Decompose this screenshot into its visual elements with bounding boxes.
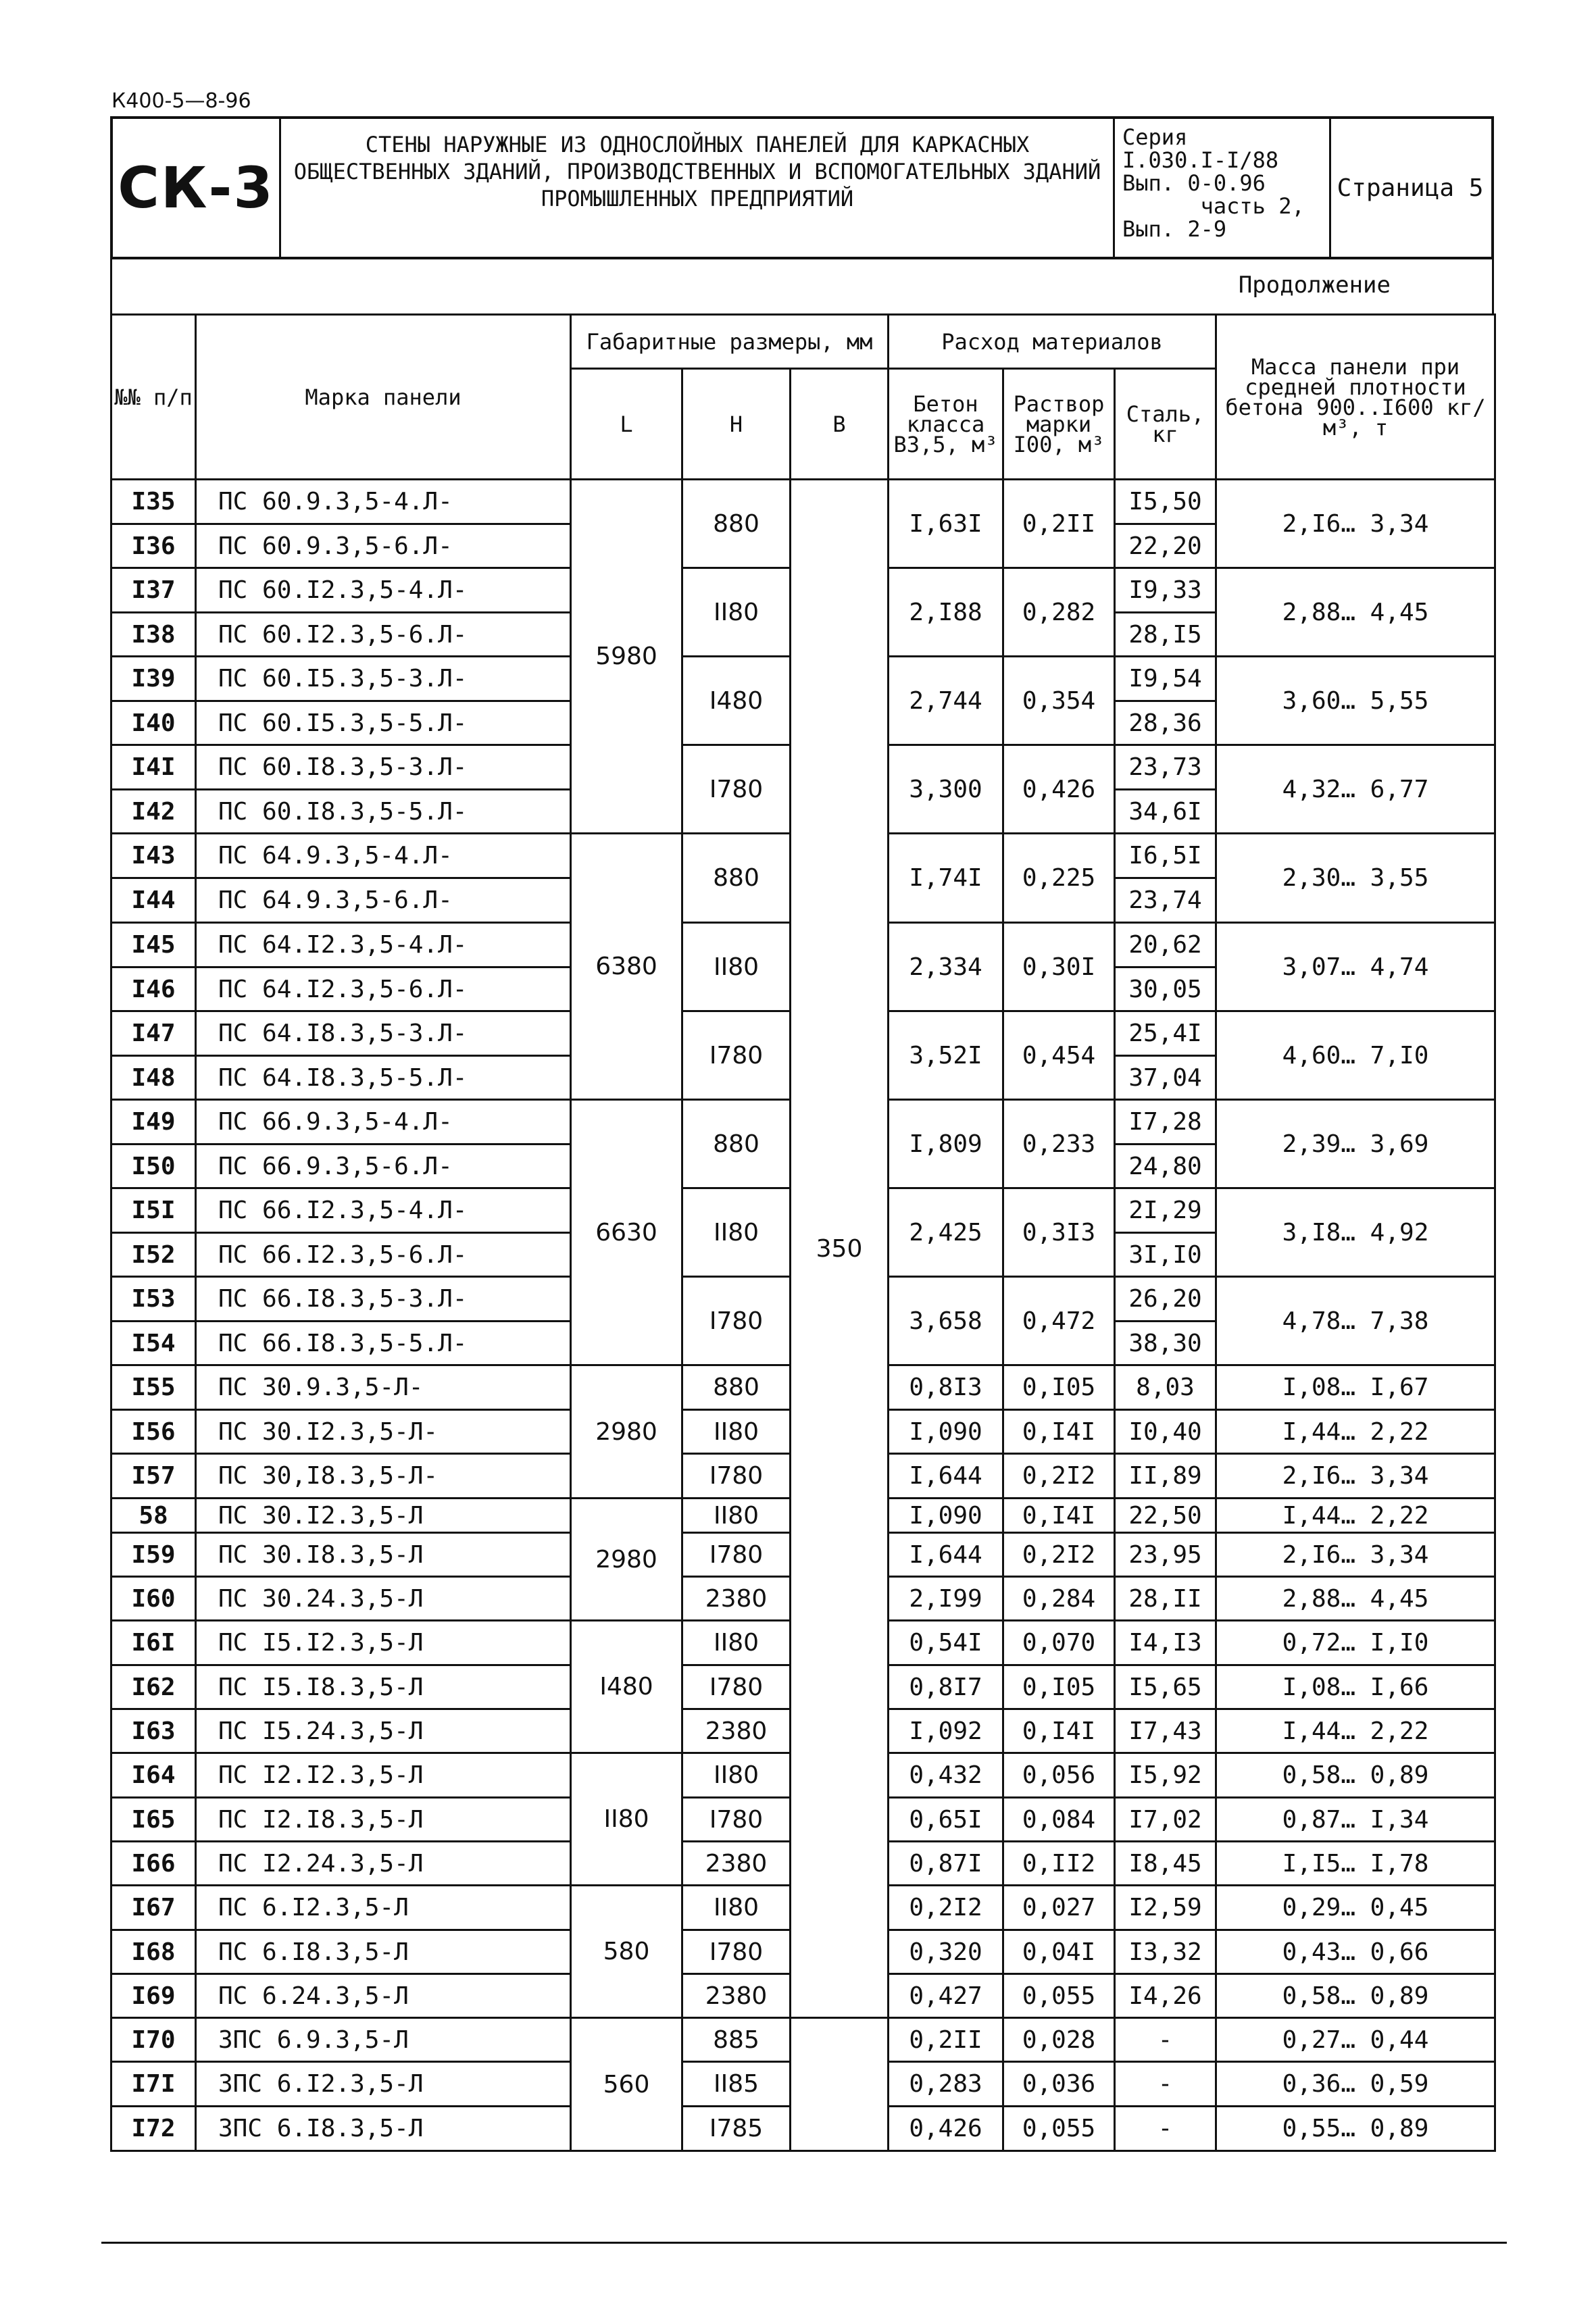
row-number: I68: [111, 1930, 196, 1974]
mortar-volume: 0,II2: [1003, 1842, 1115, 1886]
header-dims: Габаритные размеры, мм: [571, 315, 889, 369]
panel-mark: ПС 64.I2.3,5-6.Л-: [196, 967, 571, 1011]
steel-mass: 22,20: [1115, 524, 1216, 568]
mortar-volume: 0,454: [1003, 1011, 1115, 1100]
panel-mass: I,I5… I,78: [1216, 1842, 1495, 1886]
panel-mass: 0,87… I,34: [1216, 1798, 1495, 1842]
panel-mark: ПС 6.I8.3,5-Л: [196, 1930, 571, 1974]
panel-mark: ПС I2.I2.3,5-Л: [196, 1753, 571, 1798]
height-h: 880: [682, 480, 791, 568]
document-title: СТЕНЫ НАРУЖНЫЕ ИЗ ОДНОСЛОЙНЫХ ПАНЕЛЕЙ ДЛЯ КАРКАСНЫХ ОБЩЕСТВЕННЫХ ЗДАНИЙ, ПРОИЗВОДСТВЕННЫХ И ВСПОМОГАТЕЛЬНЫХ ЗДАНИЙ ПРОМЫШЛЕННЫХ ПРЕДПРИЯТИЙ: [293, 132, 1101, 211]
mortar-volume: 0,2II: [1003, 480, 1115, 568]
table-row: [111, 480, 1495, 524]
steel-mass: I7,43: [1115, 1709, 1216, 1753]
panel-mass: 3,60… 5,55: [1216, 657, 1495, 745]
width-b: 350: [791, 480, 889, 2018]
panel-mark: ЗПС 6.9.3,5-Л: [196, 2018, 571, 2062]
row-number: I5I: [111, 1188, 196, 1233]
concrete-volume: 0,8I3: [889, 1365, 1003, 1410]
mortar-volume: 0,028: [1003, 2018, 1115, 2062]
panel-mark: ПС I5.24.3,5-Л: [196, 1709, 571, 1753]
length-l: 580: [571, 1886, 682, 2018]
panel-mass: 4,60… 7,I0: [1216, 1011, 1495, 1100]
row-number: I54: [111, 1322, 196, 1365]
header-l: L: [571, 369, 682, 480]
row-number: I48: [111, 1056, 196, 1100]
row-number: I67: [111, 1886, 196, 1930]
panel-mark: ПС 66.I8.3,5-5.Л-: [196, 1322, 571, 1365]
row-number: I72: [111, 2107, 196, 2151]
row-number: I69: [111, 1974, 196, 2018]
steel-mass: I5,50: [1115, 480, 1216, 524]
height-h: 880: [682, 834, 791, 923]
concrete-volume: I,63I: [889, 480, 1003, 568]
steel-mass: II,89: [1115, 1454, 1216, 1499]
length-l: 2980: [571, 1365, 682, 1499]
concrete-volume: 0,283: [889, 2062, 1003, 2107]
mortar-volume: 0,426: [1003, 745, 1115, 834]
row-number: I44: [111, 878, 196, 923]
panel-mark: ПС 64.9.3,5-4.Л-: [196, 834, 571, 878]
steel-mass: I2,59: [1115, 1886, 1216, 1930]
concrete-volume: 0,2II: [889, 2018, 1003, 2062]
panel-mark: ПС 66.9.3,5-6.Л-: [196, 1145, 571, 1188]
panel-mark: ПС 30.24.3,5-Л: [196, 1577, 571, 1621]
steel-mass: 23,95: [1115, 1533, 1216, 1577]
steel-mass: I6,5I: [1115, 834, 1216, 878]
height-h: II80: [682, 568, 791, 657]
panel-mark: ПС 66.9.3,5-4.Л-: [196, 1100, 571, 1145]
mortar-volume: 0,070: [1003, 1621, 1115, 1665]
height-h: 880: [682, 1365, 791, 1410]
steel-mass: I8,45: [1115, 1842, 1216, 1886]
panel-mark: ПС 66.I8.3,5-3.Л-: [196, 1277, 571, 1322]
steel-mass: 28,II: [1115, 1577, 1216, 1621]
header-mark: Марка панели: [196, 315, 571, 480]
panel-mark: ПС 30,I8.3,5-Л-: [196, 1454, 571, 1499]
steel-mass: 20,62: [1115, 923, 1216, 967]
concrete-volume: 2,I99: [889, 1577, 1003, 1621]
steel-mass: 26,20: [1115, 1277, 1216, 1322]
row-number: I50: [111, 1145, 196, 1188]
concrete-volume: 3,300: [889, 745, 1003, 834]
steel-mass: 24,80: [1115, 1145, 1216, 1188]
concrete-volume: 2,425: [889, 1188, 1003, 1277]
header-materials: Расход материалов: [889, 315, 1216, 369]
panel-mass: 0,27… 0,44: [1216, 2018, 1495, 2062]
steel-mass: I3,32: [1115, 1930, 1216, 1974]
header-steel: Сталь, кг: [1115, 369, 1216, 480]
panel-mark: ПС 60.9.3,5-6.Л-: [196, 524, 571, 568]
panel-mark: ПС 30.I2.3,5-Л: [196, 1499, 571, 1533]
steel-mass: I5,92: [1115, 1753, 1216, 1798]
concrete-volume: I,090: [889, 1410, 1003, 1454]
steel-mass: 37,04: [1115, 1056, 1216, 1100]
header-h: Н: [682, 369, 791, 480]
height-h: 2380: [682, 1842, 791, 1886]
document-code: К400-5—8-96: [111, 89, 251, 113]
panel-mass: I,44… 2,22: [1216, 1410, 1495, 1454]
mortar-volume: 0,284: [1003, 1577, 1115, 1621]
panel-mass: I,08… I,67: [1216, 1365, 1495, 1410]
panel-mark: ПС 6.24.3,5-Л: [196, 1974, 571, 2018]
concrete-volume: 3,658: [889, 1277, 1003, 1365]
mortar-volume: 0,30I: [1003, 923, 1115, 1011]
header-concrete: Бетон класса В3,5, м³: [889, 369, 1003, 480]
page-number: Страница 5: [1337, 174, 1484, 202]
steel-mass: 34,6I: [1115, 790, 1216, 834]
sheet-code: СК-3: [118, 155, 274, 221]
concrete-volume: 0,8I7: [889, 1665, 1003, 1709]
mortar-volume: 0,3I3: [1003, 1188, 1115, 1277]
mortar-volume: 0,2I2: [1003, 1454, 1115, 1499]
steel-mass: I9,54: [1115, 657, 1216, 701]
panel-mark: ПС I2.I8.3,5-Л: [196, 1798, 571, 1842]
height-h: 2380: [682, 1577, 791, 1621]
row-number: I35: [111, 480, 196, 524]
mortar-volume: 0,055: [1003, 2107, 1115, 2151]
concrete-volume: I,090: [889, 1499, 1003, 1533]
steel-mass: I7,28: [1115, 1100, 1216, 1145]
steel-mass: 2I,29: [1115, 1188, 1216, 1233]
panel-mass: 0,72… I,I0: [1216, 1621, 1495, 1665]
row-number: I39: [111, 657, 196, 701]
mortar-volume: 0,225: [1003, 834, 1115, 923]
panel-mark: ПС 60.I5.3,5-3.Л-: [196, 657, 571, 701]
row-number: I52: [111, 1233, 196, 1277]
length-l: 2980: [571, 1499, 682, 1621]
height-h: I780: [682, 1798, 791, 1842]
height-h: I480: [682, 657, 791, 745]
height-h: II80: [682, 923, 791, 1011]
row-number: I47: [111, 1011, 196, 1056]
panel-mass: 3,I8… 4,92: [1216, 1188, 1495, 1277]
steel-mass: 8,03: [1115, 1365, 1216, 1410]
panel-mark: ПС 64.I8.3,5-5.Л-: [196, 1056, 571, 1100]
height-h: II80: [682, 1753, 791, 1798]
panel-mass: I,08… I,66: [1216, 1665, 1495, 1709]
height-h: I780: [682, 1011, 791, 1100]
panel-mass: 0,58… 0,89: [1216, 1974, 1495, 2018]
steel-mass: I4,I3: [1115, 1621, 1216, 1665]
length-l: 560: [571, 2018, 682, 2151]
height-h: II80: [682, 1886, 791, 1930]
panel-mark: ПС 30.9.3,5-Л-: [196, 1365, 571, 1410]
row-number: I43: [111, 834, 196, 878]
panel-mark: ПС 60.I8.3,5-3.Л-: [196, 745, 571, 790]
mortar-volume: 0,I4I: [1003, 1499, 1115, 1533]
title-block: [110, 116, 1494, 259]
row-number: I42: [111, 790, 196, 834]
height-h: I780: [682, 1454, 791, 1499]
concrete-volume: I,644: [889, 1454, 1003, 1499]
height-h: I785: [682, 2107, 791, 2151]
concrete-volume: I,644: [889, 1533, 1003, 1577]
mortar-volume: 0,233: [1003, 1100, 1115, 1188]
panel-mark: ПС 64.I8.3,5-3.Л-: [196, 1011, 571, 1056]
mortar-volume: 0,04I: [1003, 1930, 1115, 1974]
row-number: I62: [111, 1665, 196, 1709]
row-number: I59: [111, 1533, 196, 1577]
row-number: I36: [111, 524, 196, 568]
header-mass: Масса панели при средней плотности бетона 900..I600 кг/м³, т: [1216, 315, 1495, 480]
panel-mass: 0,43… 0,66: [1216, 1930, 1495, 1974]
steel-mass: 38,30: [1115, 1322, 1216, 1365]
panel-mark: ПС 66.I2.3,5-6.Л-: [196, 1233, 571, 1277]
row-number: I38: [111, 613, 196, 657]
steel-mass: 23,73: [1115, 745, 1216, 790]
table-body: [111, 480, 1495, 2151]
steel-mass: I5,65: [1115, 1665, 1216, 1709]
table-row: [111, 2018, 1495, 2062]
row-number: I4I: [111, 745, 196, 790]
panel-mass: I,44… 2,22: [1216, 1499, 1495, 1533]
row-number: I37: [111, 568, 196, 613]
height-h: 2380: [682, 1709, 791, 1753]
height-h: II80: [682, 1621, 791, 1665]
steel-mass: 28,36: [1115, 701, 1216, 745]
panel-mark: ПС 60.I8.3,5-5.Л-: [196, 790, 571, 834]
panel-mass: 4,32… 6,77: [1216, 745, 1495, 834]
panel-mark: ПС I2.24.3,5-Л: [196, 1842, 571, 1886]
continuation-label: Продолжение: [1238, 272, 1391, 299]
panel-mass: 2,I6… 3,34: [1216, 1533, 1495, 1577]
steel-mass: -: [1115, 2107, 1216, 2151]
panel-mass: I,44… 2,22: [1216, 1709, 1495, 1753]
continuation-strip: [110, 259, 1494, 313]
mortar-volume: 0,282: [1003, 568, 1115, 657]
panel-mark: ПС 64.9.3,5-6.Л-: [196, 878, 571, 923]
panel-mark: ПС 60.I5.3,5-5.Л-: [196, 701, 571, 745]
row-number: I57: [111, 1454, 196, 1499]
row-number: I65: [111, 1798, 196, 1842]
length-l: 6630: [571, 1100, 682, 1365]
row-number: I53: [111, 1277, 196, 1322]
steel-mass: 23,74: [1115, 878, 1216, 923]
concrete-volume: 0,65I: [889, 1798, 1003, 1842]
concrete-volume: 2,I88: [889, 568, 1003, 657]
length-l: 6380: [571, 834, 682, 1100]
mortar-volume: 0,I4I: [1003, 1410, 1115, 1454]
header-num: №№ п/п: [111, 315, 196, 480]
concrete-volume: 0,320: [889, 1930, 1003, 1974]
header-b: В: [791, 369, 889, 480]
panel-spec-table: [110, 313, 1496, 2152]
height-h: I780: [682, 1665, 791, 1709]
concrete-volume: I,809: [889, 1100, 1003, 1188]
mortar-volume: 0,055: [1003, 1974, 1115, 2018]
panel-mark: ПС I5.I2.3,5-Л: [196, 1621, 571, 1665]
row-number: I60: [111, 1577, 196, 1621]
length-l: II80: [571, 1753, 682, 1886]
steel-mass: 30,05: [1115, 967, 1216, 1011]
panel-mark: ПС 6.I2.3,5-Л: [196, 1886, 571, 1930]
height-h: II80: [682, 1499, 791, 1533]
steel-mass: I9,33: [1115, 568, 1216, 613]
panel-mass: 2,30… 3,55: [1216, 834, 1495, 923]
panel-mass: 2,39… 3,69: [1216, 1100, 1495, 1188]
height-h: II85: [682, 2062, 791, 2107]
row-number: I7I: [111, 2062, 196, 2107]
panel-mass: 2,88… 4,45: [1216, 568, 1495, 657]
series-info: Серия I.030.I-I/88 Вып. 0-0.96 часть 2, Вып. 2-9: [1122, 124, 1305, 242]
width-b-empty: [791, 2018, 889, 2151]
row-number: I40: [111, 701, 196, 745]
height-h: I780: [682, 1930, 791, 1974]
mortar-volume: 0,472: [1003, 1277, 1115, 1365]
mortar-volume: 0,2I2: [1003, 1533, 1115, 1577]
concrete-volume: 0,87I: [889, 1842, 1003, 1886]
height-h: II80: [682, 1410, 791, 1454]
concrete-volume: 2,334: [889, 923, 1003, 1011]
height-h: 885: [682, 2018, 791, 2062]
panel-mark: ЗПС 6.I2.3,5-Л: [196, 2062, 571, 2107]
concrete-volume: 3,52I: [889, 1011, 1003, 1100]
mortar-volume: 0,I4I: [1003, 1709, 1115, 1753]
row-number: I56: [111, 1410, 196, 1454]
row-number: I45: [111, 923, 196, 967]
panel-mass: 2,88… 4,45: [1216, 1577, 1495, 1621]
steel-mass: 28,I5: [1115, 613, 1216, 657]
panel-mass: 0,58… 0,89: [1216, 1753, 1495, 1798]
concrete-volume: 0,432: [889, 1753, 1003, 1798]
panel-mass: 4,78… 7,38: [1216, 1277, 1495, 1365]
steel-mass: I0,40: [1115, 1410, 1216, 1454]
header-mortar: Раствор марки I00, м³: [1003, 369, 1115, 480]
mortar-volume: 0,354: [1003, 657, 1115, 745]
height-h: I780: [682, 745, 791, 834]
steel-mass: 25,4I: [1115, 1011, 1216, 1056]
panel-mass: 2,I6… 3,34: [1216, 480, 1495, 568]
row-number: I64: [111, 1753, 196, 1798]
height-h: I780: [682, 1533, 791, 1577]
panel-mass: 0,29… 0,45: [1216, 1886, 1495, 1930]
panel-mass: 0,36… 0,59: [1216, 2062, 1495, 2107]
panel-mark: ЗПС 6.I8.3,5-Л: [196, 2107, 571, 2151]
panel-mark: ПС 30.I2.3,5-Л-: [196, 1410, 571, 1454]
height-h: II80: [682, 1188, 791, 1277]
row-number: I70: [111, 2018, 196, 2062]
concrete-volume: I,092: [889, 1709, 1003, 1753]
mortar-volume: 0,027: [1003, 1886, 1115, 1930]
mortar-volume: 0,I05: [1003, 1665, 1115, 1709]
height-h: 880: [682, 1100, 791, 1188]
row-number: I63: [111, 1709, 196, 1753]
panel-mass: 3,07… 4,74: [1216, 923, 1495, 1011]
row-number: I55: [111, 1365, 196, 1410]
steel-mass: I4,26: [1115, 1974, 1216, 2018]
concrete-volume: 0,427: [889, 1974, 1003, 2018]
mortar-volume: 0,I05: [1003, 1365, 1115, 1410]
steel-mass: -: [1115, 2018, 1216, 2062]
height-h: I780: [682, 1277, 791, 1365]
row-number: I49: [111, 1100, 196, 1145]
length-l: I480: [571, 1621, 682, 1753]
bottom-rule: [101, 2242, 1507, 2244]
panel-mark: ПС 60.9.3,5-4.Л-: [196, 480, 571, 524]
length-l: 5980: [571, 480, 682, 834]
row-number: I6I: [111, 1621, 196, 1665]
panel-mark: ПС 66.I2.3,5-4.Л-: [196, 1188, 571, 1233]
concrete-volume: I,74I: [889, 834, 1003, 923]
concrete-volume: 0,54I: [889, 1621, 1003, 1665]
steel-mass: 22,50: [1115, 1499, 1216, 1533]
steel-mass: -: [1115, 2062, 1216, 2107]
mortar-volume: 0,036: [1003, 2062, 1115, 2107]
panel-mark: ПС 60.I2.3,5-6.Л-: [196, 613, 571, 657]
row-number: 58: [111, 1499, 196, 1533]
mortar-volume: 0,084: [1003, 1798, 1115, 1842]
height-h: 2380: [682, 1974, 791, 2018]
concrete-volume: 0,2I2: [889, 1886, 1003, 1930]
panel-mark: ПС 30.I8.3,5-Л: [196, 1533, 571, 1577]
steel-mass: 3I,I0: [1115, 1233, 1216, 1277]
concrete-volume: 2,744: [889, 657, 1003, 745]
concrete-volume: 0,426: [889, 2107, 1003, 2151]
steel-mass: I7,02: [1115, 1798, 1216, 1842]
row-number: I66: [111, 1842, 196, 1886]
panel-mark: ПС I5.I8.3,5-Л: [196, 1665, 571, 1709]
panel-mass: 2,I6… 3,34: [1216, 1454, 1495, 1499]
mortar-volume: 0,056: [1003, 1753, 1115, 1798]
panel-mark: ПС 64.I2.3,5-4.Л-: [196, 923, 571, 967]
panel-mark: ПС 60.I2.3,5-4.Л-: [196, 568, 571, 613]
panel-mass: 0,55… 0,89: [1216, 2107, 1495, 2151]
row-number: I46: [111, 967, 196, 1011]
